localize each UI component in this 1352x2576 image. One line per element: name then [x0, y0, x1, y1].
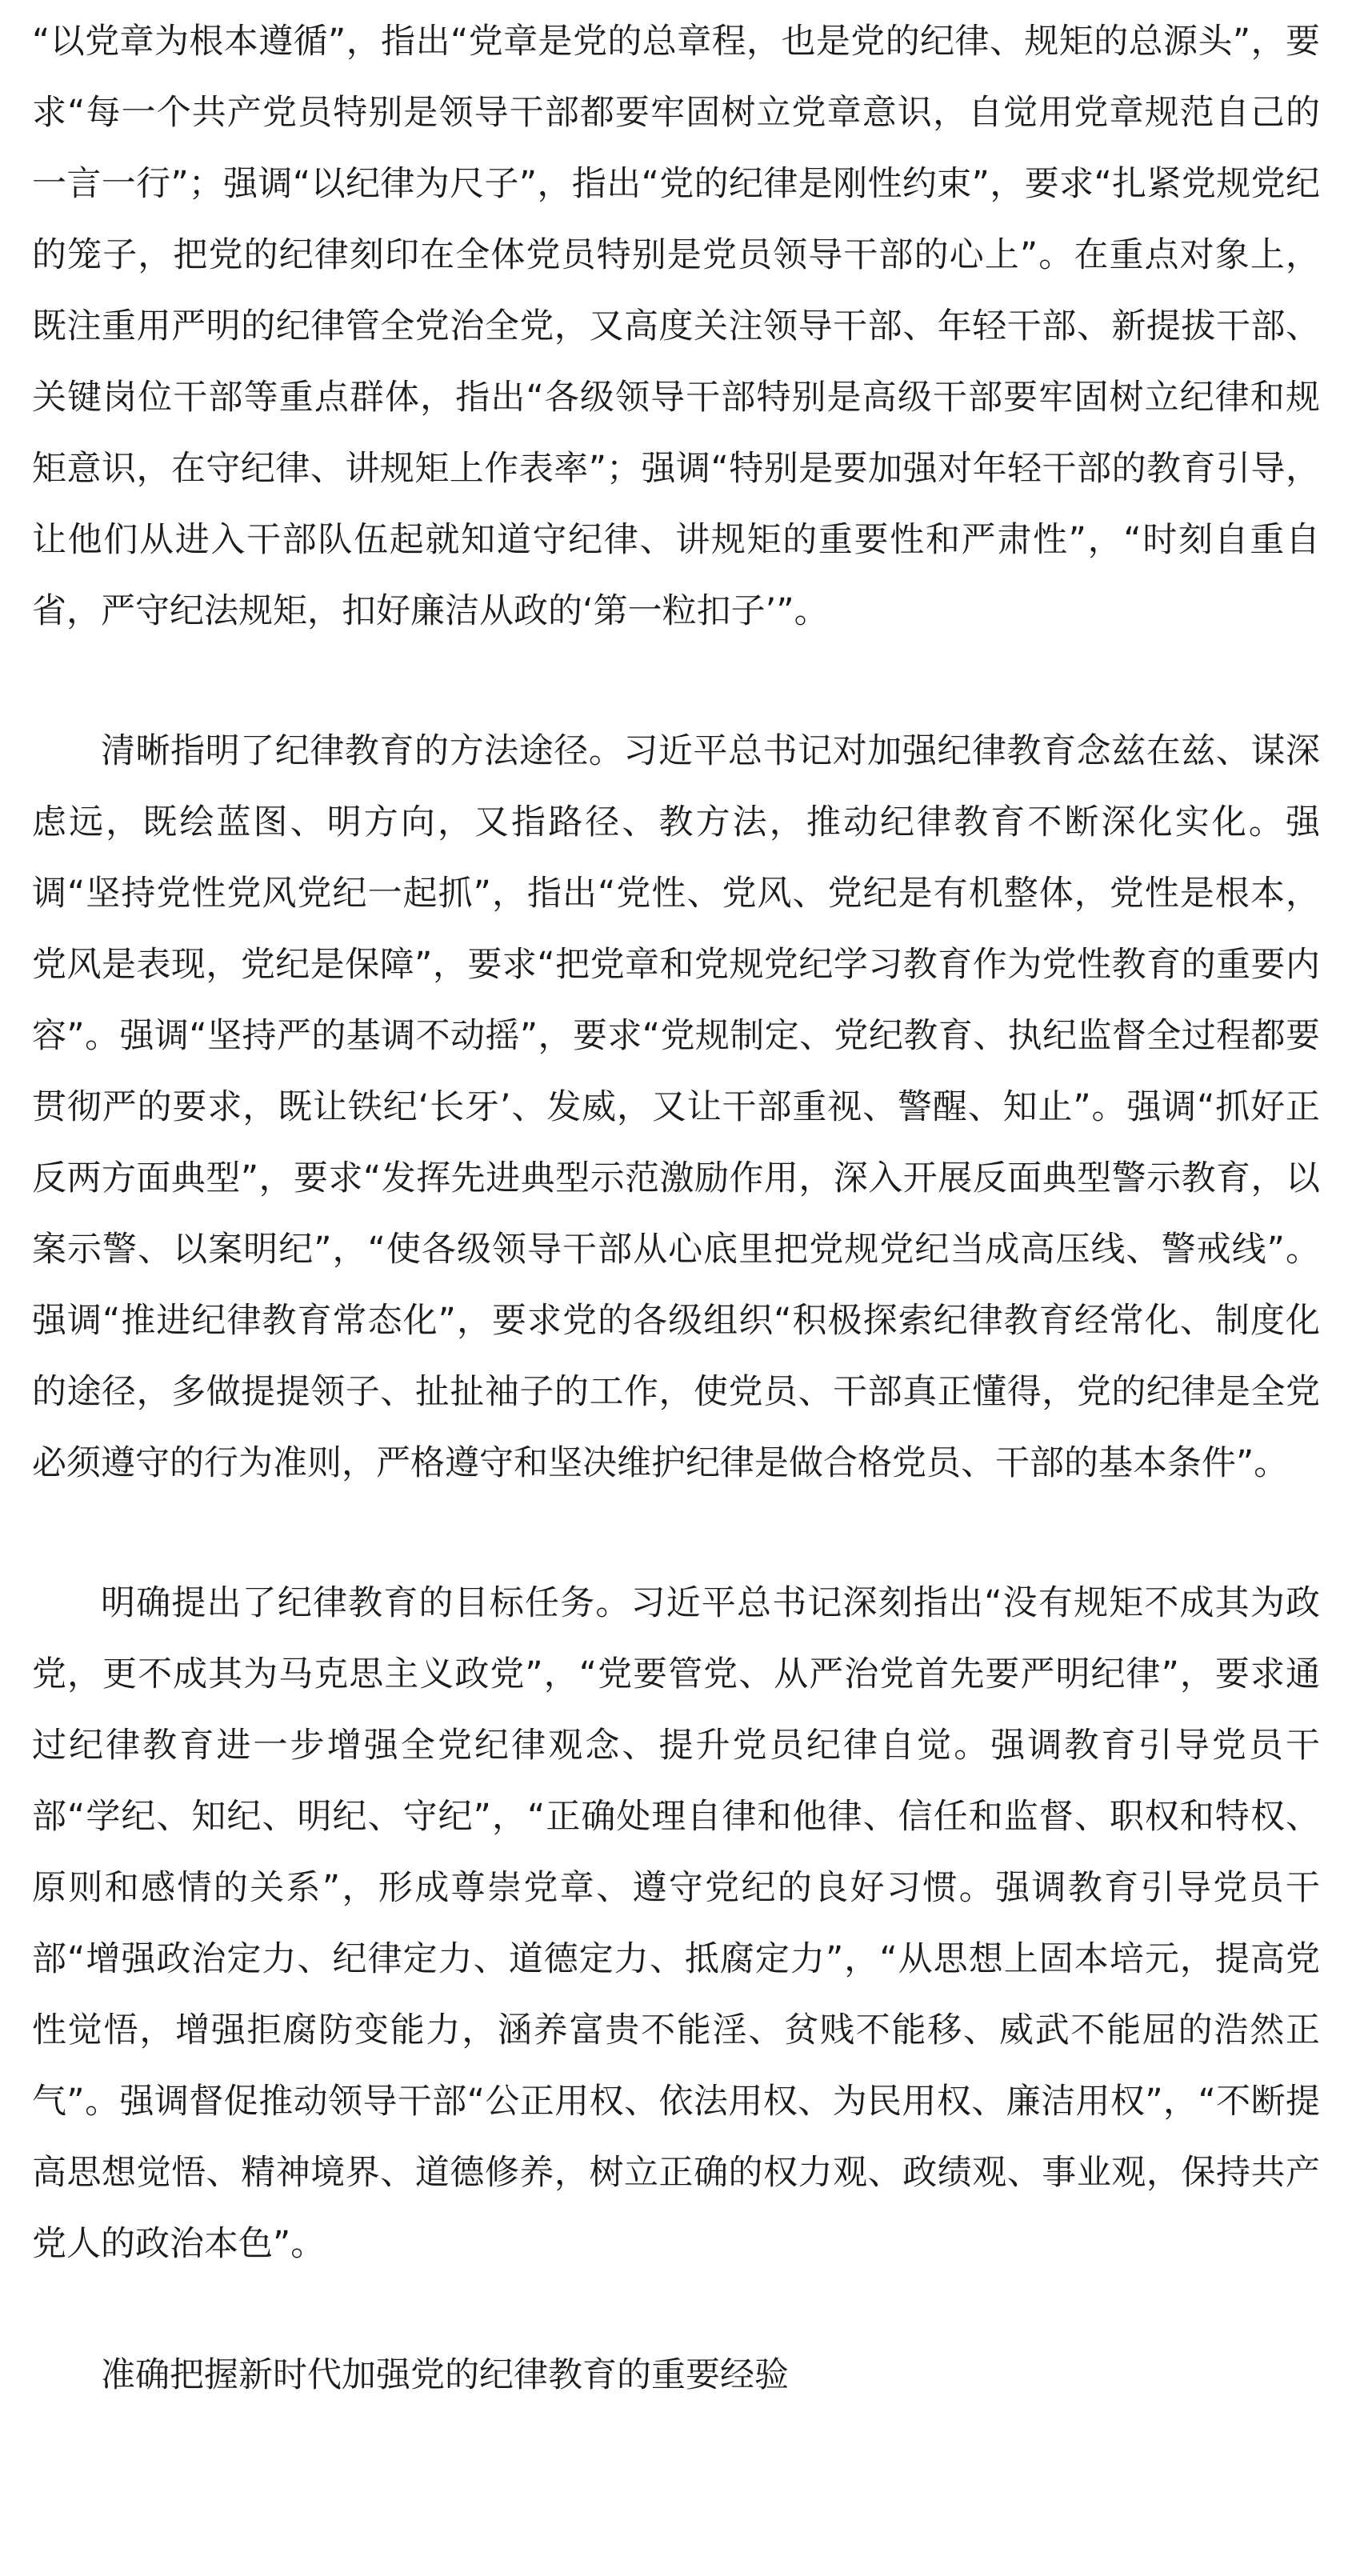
section-heading: 准确把握新时代加强党的纪律教育的重要经验 — [101, 2355, 789, 2395]
paragraph-methods: 清晰指明了纪律教育的方法途径。习近平总书记对加强纪律教育念兹在兹、谋深虑远，既绘蓝图、明方向，又指路径、教方法，推动纪律教育不断深化实化。强调“坚持党性党风党纪一起抓”，指出“党性、党风、党纪是有机整体，党性是根本，党风是表现，党纪是保障”，要求“把党章和党规党纪学习教育作为党性教育的重要内容”。强调“坚持严的基调不动摇”，要求“党规制定、党纪教育、执纪监督全过程都要贯彻严的要求，既让铁纪‘长牙’、发威，又让干部重视、警醒、知止”。强调“抓好正反两方面典型”，要求“发挥先进典型示范激励作用，深入开展反面典型警示教育，以案示警、以案明纪”，“使各级领导干部从心底里把党规党纪当成高压线、警戒线”。强调“推进纪律教育常态化”，要求党的各级组织“积极探索纪律教育经常化、制度化的途径，多做提提领子、扯扯袖子的工作，使党员、干部真正懂得，党的纪律是全党必须遵守的行为准则，严格遵守和坚决维护纪律是做合格党员、干部的基本条件”。 — [32, 731, 1320, 1483]
paragraph-party-constitution: “以党章为根本遵循”，指出“党章是党的总章程，也是党的纪律、规矩的总源头”，要求“每一个共产党员特别是领导干部都要牢固树立党章意识，自觉用党章规范自己的一言一行”；强调“以纪律为尺子”，指出“党的纪律是刚性约束”，要求“扎紧党规党纪的笼子，把党的纪律刻印在全体党员特别是党员领导干部的心上”。在重点对象上，既注重用严明的纪律管全党治全党，又高度关注领导干部、年轻干部、新提拔干部、关键岗位干部等重点群体，指出“各级领导干部特别是高级干部要牢固树立纪律和规矩意识，在守纪律、讲规矩上作表率”；强调“特别是要加强对年轻干部的教育引导，让他们从进入干部队伍起就知道守纪律、讲规矩的重要性和严肃性”，“时刻自重自省，严守纪法规矩，扣好廉洁从政的‘第一粒扣子’”。 — [32, 22, 1320, 631]
article-body — [32, 0, 1320, 2411]
paragraph-goals: 明确提出了纪律教育的目标任务。习近平总书记深刻指出“没有规矩不成其为政党，更不成其为马克思主义政党”，“党要管党、从严治党首先要严明纪律”，要求通过纪律教育进一步增强全党纪律观念、提升党员纪律自觉。强调教育引导党员干部“学纪、知纪、明纪、守纪”，“正确处理自律和他律、信任和监督、职权和特权、原则和感情的关系”，形成尊崇党章、遵守党纪的良好习惯。强调教育引导党员干部“增强政治定力、纪律定力、道德定力、抵腐定力”，“从思想上固本培元，提高党性觉悟，增强拒腐防变能力，涵养富贵不能淫、贫贱不能移、威武不能屈的浩然正气”。强调督促推动领导干部“公正用权、依法用权、为民用权、廉洁用权”，“不断提高思想觉悟、精神境界、道德修养，树立正确的权力观、政绩观、事业观，保持共产党人的政治本色”。 — [32, 1583, 1320, 2264]
